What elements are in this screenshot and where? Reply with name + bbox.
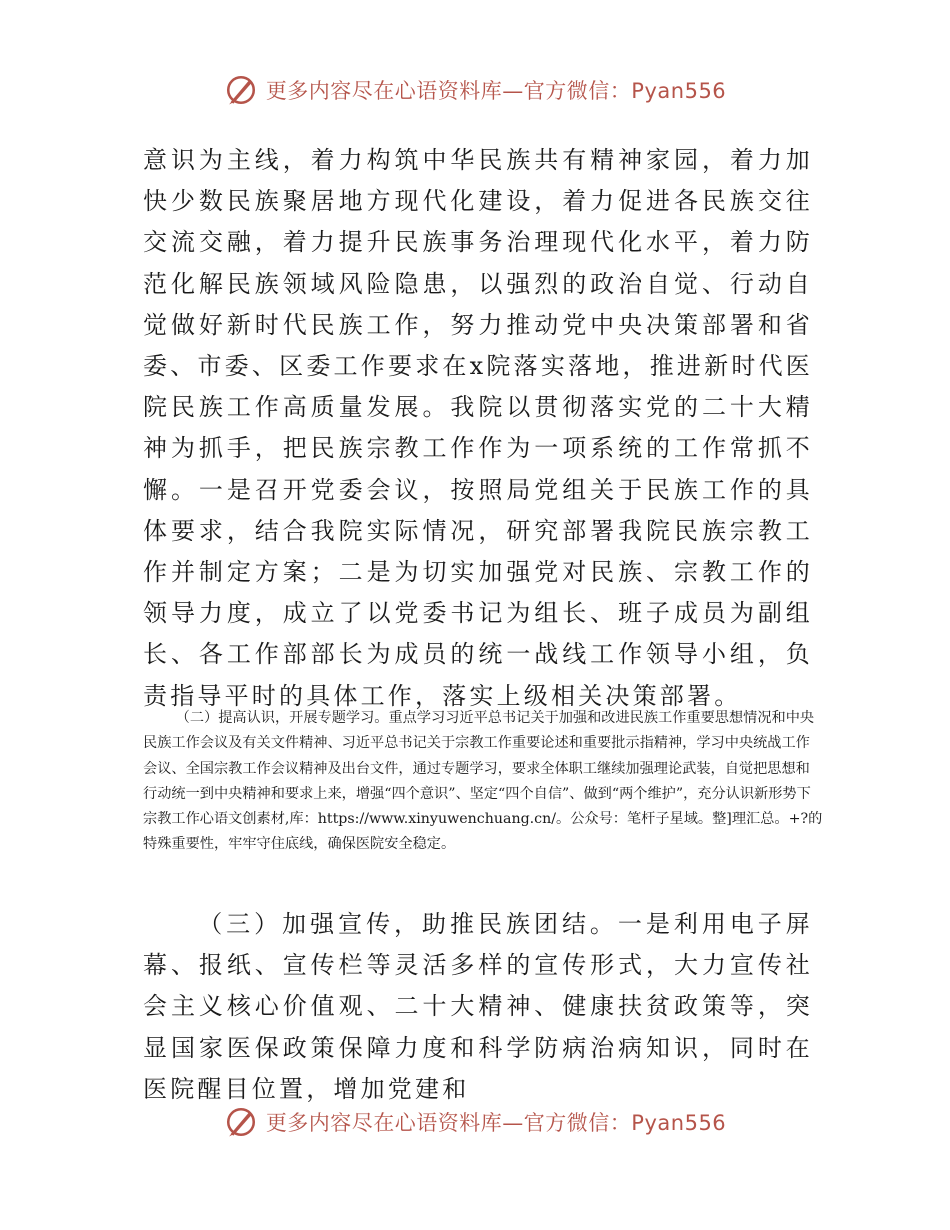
body-paragraph-section-two: （二）提高认识，开展专题学习。重点学习习近平总书记关于加强和改进民族工作重要思想情况和中央民族工作会议及有关文件精神、习近平总书记关于宗教工作重要论述和重要批示指精神，学习中央统战工作会议、全国宗教工作会议精神及出台文件，通过专题学习，要求全体职工继续加强理论武装，自觉把思想和行动统一到中央精神和要求上来，增强“四个意识”、坚定“四个自信”、做到“两个维护”，充分认识新形势下宗教工作心语文创素材,库：https://www.xinyuwenchuang.cn/。公众号：笔杆子星域。整]理汇总。+?的特殊重要性，牢牢守住底线，确保医院安全稳定。: [143, 710, 823, 853]
quill-pen-logo-icon: [224, 73, 258, 107]
footer-watermark-banner: [0, 1104, 950, 1140]
body-paragraph-section-three: （三）加强宣传，助推民族团结。一是利用电子屏幕、报纸、宣传栏等灵活多样的宣传形式，大力宣传社会主义核心价值观、二十大精神、健康扶贫政策等，突显国家医保政策保障力度和科学防病治病知识，同时在医院醒目位置，增加党建和: [143, 910, 813, 1103]
body-paragraph-main: 意识为主线，着力构筑中华民族共有精神家园，着力加快少数民族聚居地方现代化建设，着力促进各民族交往交流交融，着力提升民族事务治理现代化水平，着力防范化解民族领域风险隐患，以强烈的政治自觉、行动自觉做好新时代民族工作，努力推动党中央决策部署和省委、市委、区委工作要求在x院落实落地，推进新时代医院民族工作高质量发展。我院以贯彻落实党的二十大精神为抓手，把民族宗教工作作为一项系统的工作常抓不懈。一是召开党委会议，按照局党组关于民族工作的具体要求，结合我院实际情况，研究部署我院民族宗教工作并制定方案；二是为切实加强党对民族、宗教工作的领导力度，成立了以党委书记为组长、班子成员为副组长、各工作部部长为成员的统一战线工作领导小组，负责指导平时的具体工作，落实上级相关决策部署。: [143, 146, 813, 710]
watermark-text: 更多内容尽在心语资料库—官方微信：Pyan556: [265, 79, 727, 103]
watermark-text: 更多内容尽在心语资料库—官方微信：Pyan556: [265, 1111, 727, 1135]
quill-pen-logo-icon: [224, 1105, 258, 1139]
header-watermark-banner: [0, 72, 950, 108]
